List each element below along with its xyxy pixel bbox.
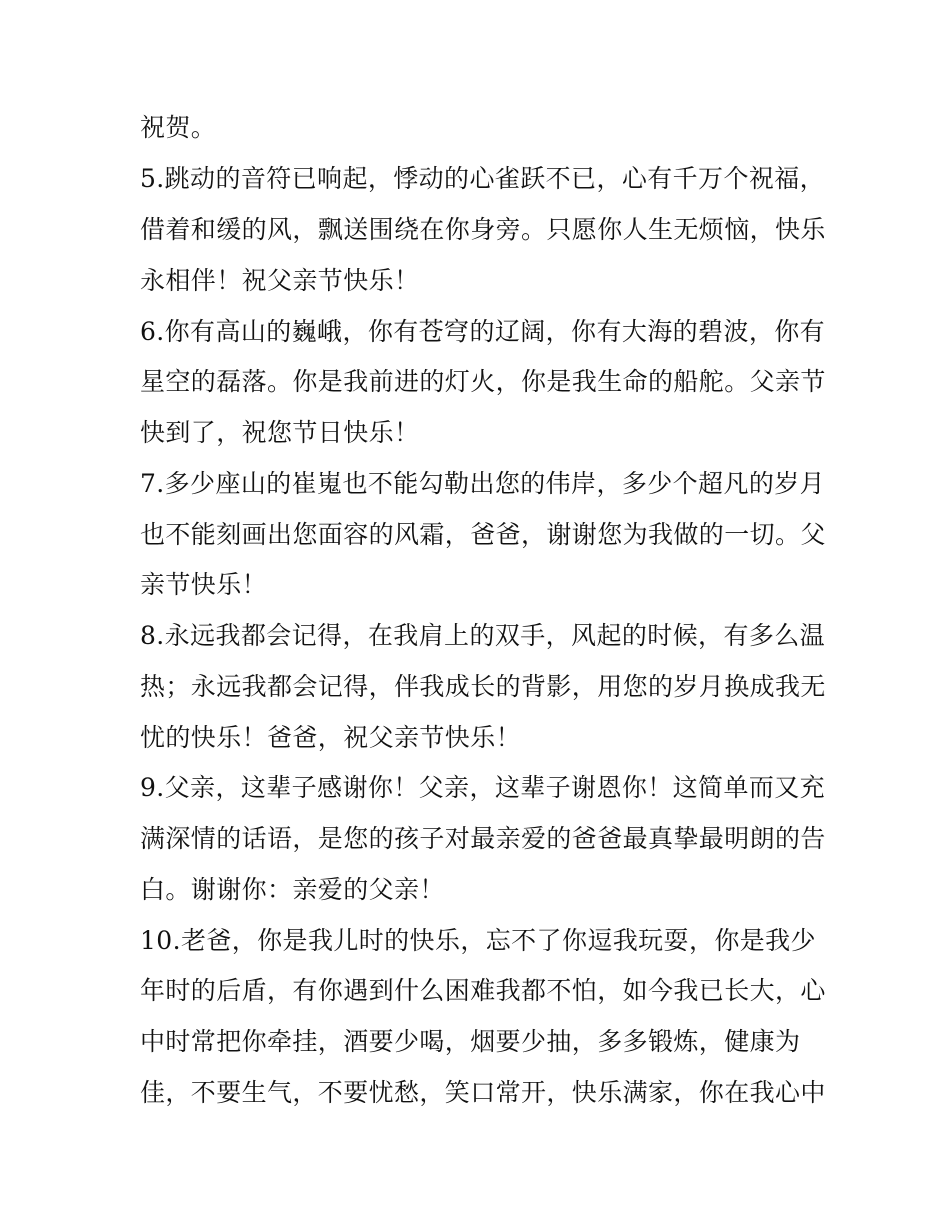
- text-line: 星空的磊落。你是我前进的灯火，你是我生命的船舵。父亲节: [140, 367, 826, 396]
- text-line: 8.永远我都会记得，在我肩上的双手，风起的时候，有多么温: [140, 621, 826, 650]
- text-line: 亲节快乐！: [140, 570, 268, 599]
- text-line: 佳，不要生气，不要忧愁，笑口常开，快乐满家，你在我心中: [140, 1078, 826, 1107]
- text-line: 借着和缓的风，飘送围绕在你身旁。只愿你人生无烦恼，快乐: [140, 215, 826, 244]
- text-line: 祝贺。: [140, 113, 217, 142]
- text-line: 热；永远我都会记得，伴我成长的背影，用您的岁月换成我无: [140, 672, 826, 701]
- text-line: 6.你有高山的巍峨，你有苍穹的辽阔，你有大海的碧波，你有: [140, 317, 826, 346]
- text-line: 5.跳动的音符已响起，悸动的心雀跃不已，心有千万个祝福，: [140, 164, 826, 193]
- text-line: 9.父亲，这辈子感谢你！父亲，这辈子谢恩你！这简单而又充: [140, 773, 826, 802]
- text-line: 中时常把你牵挂，酒要少喝，烟要少抽，多多锻炼，健康为: [140, 1027, 801, 1056]
- text-line: 快到了，祝您节日快乐！: [140, 418, 420, 447]
- text-line: 忧的快乐！爸爸，祝父亲节快乐！: [140, 723, 522, 752]
- text-line: 永相伴！祝父亲节快乐！: [140, 266, 420, 295]
- text-line: 7.多少座山的崔嵬也不能勾勒出您的伟岸，多少个超凡的岁月: [140, 469, 826, 498]
- text-line: 10.老爸，你是我儿时的快乐，忘不了你逗我玩耍，你是我少: [140, 926, 816, 955]
- text-line: 白。谢谢你：亲爱的父亲！: [140, 875, 445, 904]
- text-line: 年时的后盾，有你遇到什么困难我都不怕，如今我已长大，心: [140, 976, 826, 1005]
- text-line: 也不能刻画出您面容的风霜，爸爸，谢谢您为我做的一切。父: [140, 520, 826, 549]
- text-line: 满深情的话语，是您的孩子对最亲爱的爸爸最真挚最明朗的告: [140, 824, 826, 853]
